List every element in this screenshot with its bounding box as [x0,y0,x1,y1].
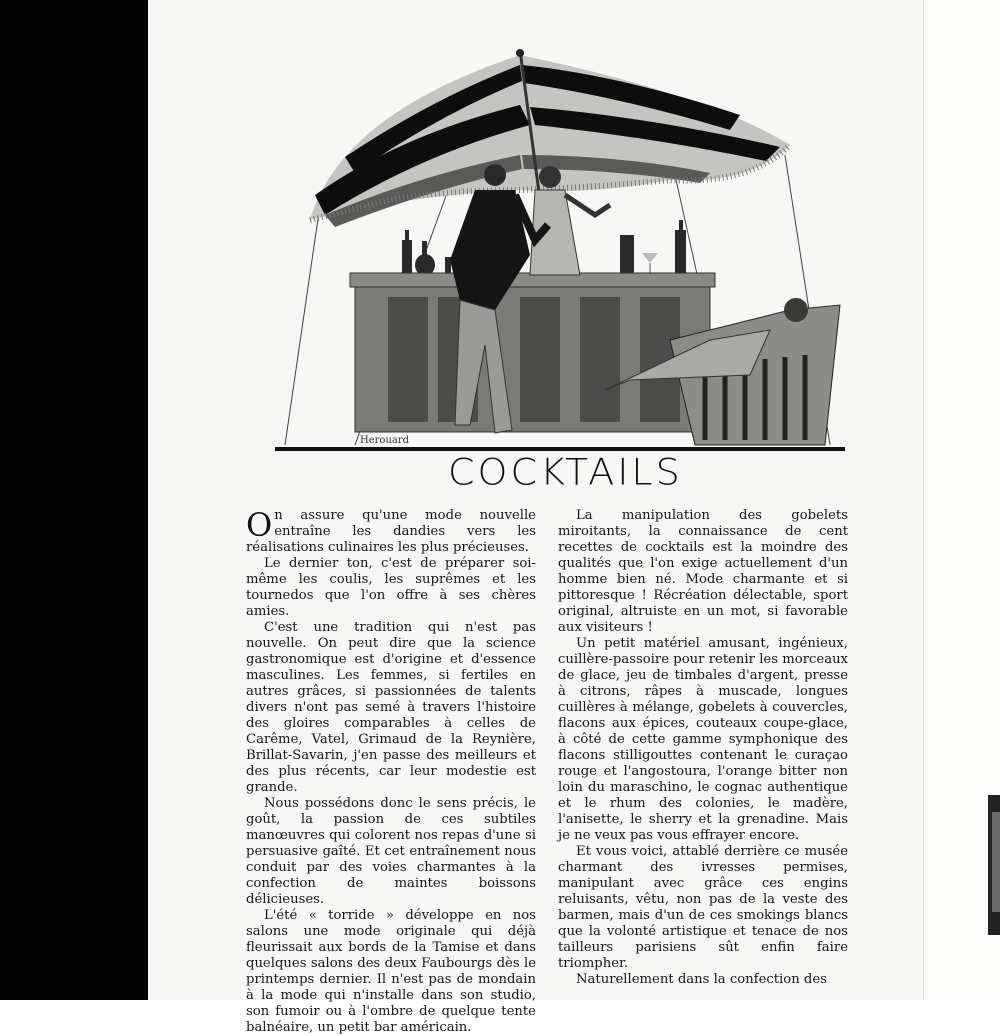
left-black-margin [0,0,148,1000]
paragraph: C'est une tradition qui n'est pas nouvelle. On peut dire que la science gastronomique est d'origine et d'essence masculines. Les femmes, si fertiles en autres grâces, si passionnées de talents divers n'ont pas semé à travers l'histoire des gloires comparables à celles de Carême, Vatel, Grimaud de la Reynière, Brillat-Savarin, j'en passe des meilleurs et des plus récents, car leur modestie est grande. [246,620,536,795]
drop-cap: O [246,506,273,544]
paragraph: Naturellement dans la confection des [576,972,827,987]
right-text-column [558,508,848,988]
next-page-illustration-detail [992,812,1000,912]
cocktail-bar-illustration [150,45,850,465]
paragraph: L'été « torride » développe en nos salons une mode originale qui déjà fleurissait aux bords de la Tamise et dans quelques salons des deux Faubourgs dès le printemps dernier. Il n'est pas de mondain à la mode qui n'installe dans son studio, son fumoir ou à l'ombre de quelque tente balnéaire, un petit bar américain. [246,908,536,1035]
left-text-column [246,508,536,1036]
paragraph: Un petit matériel amusant, ingénieux, cuillère-passoire pour retenir les morceaux de glace, jeu de timbales d'argent, presse à citrons, râpes à muscade, longues cuillères à mélange, gobelets à couvercles, flacons aux épices, couteaux coupe-glace, à côté de cette gamme symphonique des flacons stilligouttes contenant le curaçao rouge et l'angostoura, l'orange bitter non loin du maraschino, le cognac authentique et le rhum des colonies, le madère, l'anisette, le sherry et la grenadine. Mais je ne veux pas vous effrayer encore. [558,636,848,843]
article-title: COCKTAILS [448,451,683,493]
artist-signature: Herouard [360,435,410,446]
paragraph: Nous possédons donc le sens précis, le goût, la passion de ces subtiles manœuvres qui colorent nos repas d'une si persuasive gaîté. Et cet entraînement nous conduit par des voies charmantes à la confection de maintes boissons délicieuses. [246,796,536,907]
paragraph: Et vous voici, attablé derrière ce musée charmant des ivresses permises, manipulant avec grâce ces engins reluisants, vêtu, non pas de la veste des barmen, mais d'un de ces smokings blancs que la volonté artistique et tenace de nos tailleurs parisiens sût enfin faire triompher. [558,844,848,971]
paragraph: Le dernier ton, c'est de préparer soi-même les coulis, les suprêmes et les tournedos que l'on offre à ses chères amies. [246,556,536,619]
paragraph: On assure qu'une mode nouvelle entraîne les dandies vers les réalisations culinaires les plus précieuses. [246,506,536,555]
bar-counter [350,273,715,432]
paragraph: La manipulation des gobelets miroitants, la connaissance de cent recettes de cocktails est la moindre des qualités que l'on exige actuellement d'un homme bien né. Mode charmante et si pittoresque ! Récréation délectable, sport original, altruiste en un mot, si favorable aux visiteurs ! [558,508,848,635]
